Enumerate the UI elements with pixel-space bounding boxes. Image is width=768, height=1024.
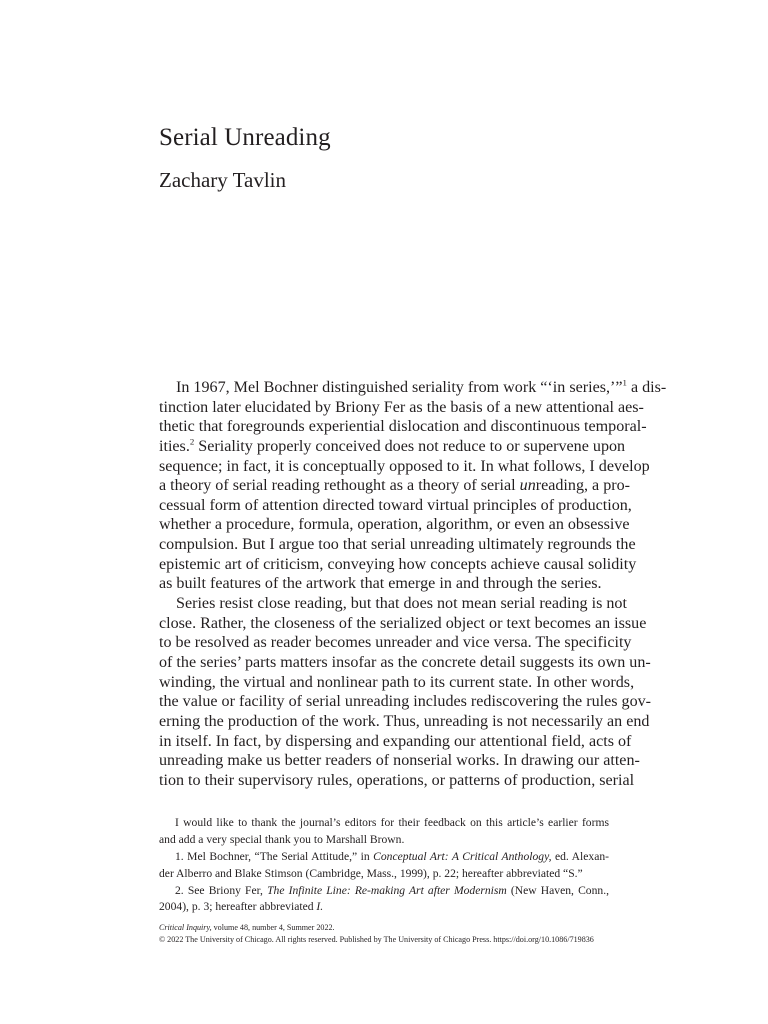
body-line: [159, 692, 652, 712]
text-run: unreading make us better readers of nonserial works. In drawing our atten-: [159, 752, 640, 770]
footer-line: [159, 922, 619, 934]
body-line: [159, 633, 632, 653]
note-line: [159, 849, 609, 866]
body-line: [159, 614, 647, 634]
body-line: [159, 476, 631, 496]
text-run: 2. See Briony Fer,: [175, 883, 268, 897]
text-run: the value or facility of serial unreading includes rediscovering the rules gov-: [159, 693, 652, 711]
text-run: close. Rather, the closeness of the serialized object or text becomes an issue: [159, 614, 647, 632]
italic-text: Conceptual Art: A Critical Anthology,: [373, 849, 552, 863]
italic-text: The Infinite Line: Re-making Art after Modernism: [267, 883, 507, 897]
italic-text: Critical Inquiry,: [159, 923, 212, 932]
body-line: [159, 771, 635, 791]
note-line: [159, 815, 609, 832]
text-run: © 2022 The University of Chicago. All rights reserved. Published by The University of Chicago Press. https://doi.org/10.1086/719836: [159, 934, 594, 944]
body-line: [159, 436, 626, 457]
text-run: 1. Mel Bochner, “The Serial Attitude,” in: [175, 849, 374, 863]
text-run: cessual form of attention directed toward virtual principles of production,: [159, 496, 632, 514]
text-run: as built features of the artwork that emerge in and through the series.: [159, 575, 602, 593]
publication-footer: [159, 922, 619, 945]
body-line: [159, 712, 650, 732]
note-line: [159, 899, 609, 916]
body-line: [159, 673, 635, 693]
text-run: tion to their supervisory rules, operations, or patterns of production, serial: [159, 771, 635, 789]
text-run: erning the production of the work. Thus, unreading is not necessarily an end: [159, 712, 650, 730]
text-run: sequence; in fact, it is conceptually opposed to it. In what follows, I develop: [159, 457, 650, 475]
text-run: a theory of serial reading rethought as a theory of serial: [159, 477, 520, 495]
text-run: winding, the virtual and nonlinear path to its current state. In other words,: [159, 673, 635, 691]
text-run: I would like to thank the journal’s editors for their feedback on this article’s earlier forms: [175, 816, 609, 829]
text-run: thetic that foregrounds experiential dislocation and discontinuous temporal-: [159, 418, 647, 436]
text-run: Series resist close reading, but that does not mean serial reading is not: [176, 595, 627, 613]
text-run: to be resolved as reader becomes unreader and vice versa. The specificity: [159, 634, 632, 652]
italic-text: un: [519, 477, 536, 495]
footer-line: [159, 934, 619, 946]
body-line: [159, 515, 630, 535]
body-line: [159, 574, 609, 594]
body-line: [159, 535, 636, 555]
footnotes: [159, 815, 609, 916]
body-line: [159, 594, 627, 614]
text-run: tinction later elucidated by Briony Fer as the basis of a new attentional aes-: [159, 398, 644, 416]
body-line: [159, 377, 667, 398]
text-run: and add a very special thank you to Marshall Brown.: [159, 832, 405, 846]
note-line: [159, 883, 609, 900]
italic-text: I.: [316, 900, 324, 914]
article-title: Serial Unreading: [159, 124, 331, 151]
note-line: [159, 866, 609, 883]
text-run: reading, a pro-: [535, 477, 631, 495]
footnote-ref: 1: [622, 377, 627, 388]
text-run: Seriality properly conceived does not reduce to or supervene upon: [194, 437, 626, 455]
text-run: In 1967, Mel Bochner distinguished seriality from work “‘in series,’”: [176, 379, 623, 396]
footnote-ref: 2: [189, 436, 195, 447]
text-run: of the series’ parts matters insofar as the concrete detail suggests its own un-: [159, 653, 651, 671]
text-run: ities.: [159, 437, 190, 455]
article-author: Zachary Tavlin: [159, 168, 287, 192]
text-run: (New Haven, Conn.,: [506, 883, 609, 897]
body-text: [159, 377, 667, 790]
body-line: [159, 732, 632, 752]
body-line: [159, 653, 651, 673]
text-run: in itself. In fact, by dispersing and expanding our attentional field, acts of: [159, 732, 632, 750]
text-run: 2004), p. 3; hereafter abbreviated: [159, 900, 317, 914]
body-line: [159, 398, 644, 418]
text-run: compulsion. But I argue too that serial unreading ultimately regrounds the: [159, 536, 636, 554]
text-run: epistemic art of criticism, conveying how concepts achieve causal solidity: [159, 555, 637, 573]
text-run: der Alberro and Blake Stimson (Cambridge, Mass., 1999), p. 22; hereafter abbreviated “S.”: [159, 866, 583, 880]
body-line: [159, 496, 632, 516]
text-run: ed. Alexan-: [551, 849, 610, 863]
body-line: [159, 555, 637, 575]
text-run: whether a procedure, formula, operation, algorithm, or even an obsessive: [159, 516, 630, 534]
text-run: volume 48, number 4, Summer 2022.: [211, 923, 335, 932]
body-line: [159, 751, 640, 771]
body-line: [159, 417, 647, 437]
note-line: [159, 832, 609, 849]
text-run: a dis-: [626, 379, 667, 396]
body-line: [159, 457, 650, 477]
